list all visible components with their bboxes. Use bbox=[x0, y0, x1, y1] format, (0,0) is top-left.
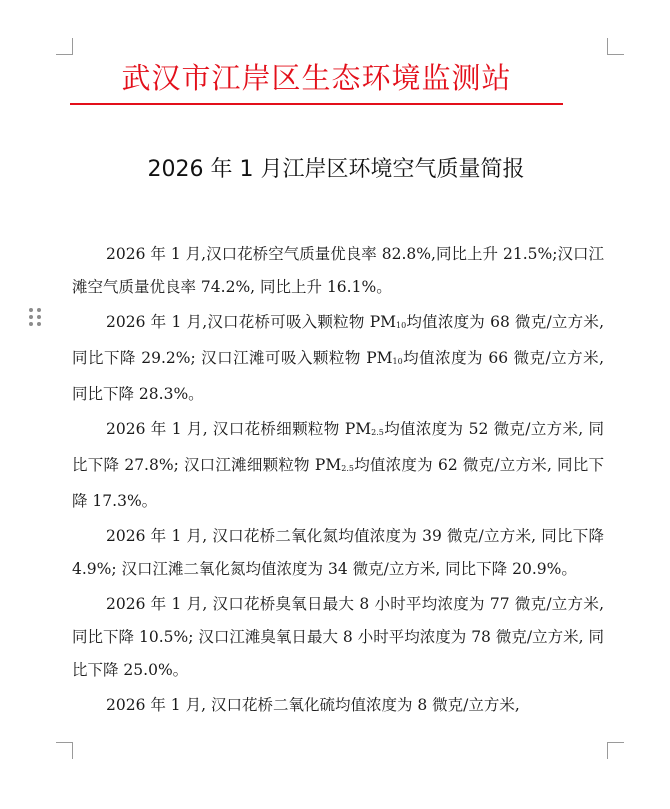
paragraph-pm25 bbox=[72, 413, 604, 518]
crop-mark-bottom-right bbox=[607, 742, 624, 759]
pm25-text-2: 均值浓度为 52 微克/立方米, 同比下降 27.8%; 汉口江滩细颗粒物 PM bbox=[72, 420, 604, 474]
header-red-rule bbox=[70, 103, 563, 105]
drag-handle-icon[interactable] bbox=[29, 308, 41, 328]
pm10-text-1: 2026 年 1 月,汉口花桥可吸入颗粒物 PM bbox=[106, 313, 396, 331]
paragraph-so2: 2026 年 1 月, 汉口花桥二氧化硫均值浓度为 8 微克/立方米, bbox=[106, 696, 520, 714]
pm25-text-1: 2026 年 1 月, 汉口花桥细颗粒物 PM bbox=[106, 420, 372, 438]
paragraph-good-rate: 2026 年 1 月,汉口花桥空气质量优良率 82.8%,同比上升 21.5%;汉口江滩空气质量优良率 74.2%, 同比上升 16.1%。 bbox=[72, 245, 604, 296]
pm25-text-3: 均值浓度为 62 微克/立方米, 同比下降 17.3%。 bbox=[72, 456, 604, 510]
crop-mark-top-left bbox=[56, 38, 73, 55]
paragraph-no2: 2026 年 1 月, 汉口花桥二氧化氮均值浓度为 39 微克/立方米, 同比下降 4.9%; 汉口江滩二氧化氮均值浓度为 34 微克/立方米, 同比下降 20.9%。 bbox=[72, 527, 604, 578]
pm10-subscript-2: 10 bbox=[392, 357, 403, 366]
pm10-text-3: 均值浓度为 66 微克/立方米, 同比下降 28.3%。 bbox=[72, 349, 604, 403]
document-body bbox=[72, 238, 604, 724]
paragraph-ozone: 2026 年 1 月, 汉口花桥臭氧日最大 8 小时平均浓度为 77 微克/立方米, 同比下降 10.5%; 汉口江滩臭氧日最大 8 小时平均浓度为 78 微克/立方米, 同比下降 25.0%。 bbox=[72, 595, 604, 679]
org-header: 武汉市江岸区生态环境监测站 bbox=[121, 61, 512, 95]
paragraph-pm10 bbox=[72, 306, 604, 411]
pm10-text-2: 均值浓度为 68 微克/立方米, 同比下降 29.2%; 汉口江滩可吸入颗粒物 PM bbox=[72, 313, 604, 367]
crop-mark-top-right bbox=[607, 38, 624, 55]
document-title: 2026 年 1 月江岸区环境空气质量简报 bbox=[147, 157, 525, 182]
crop-mark-bottom-left bbox=[56, 742, 73, 759]
pm25-subscript-2: 2.5 bbox=[341, 464, 354, 473]
pm10-subscript: 10 bbox=[396, 321, 407, 330]
pm25-subscript: 2.5 bbox=[371, 428, 384, 437]
